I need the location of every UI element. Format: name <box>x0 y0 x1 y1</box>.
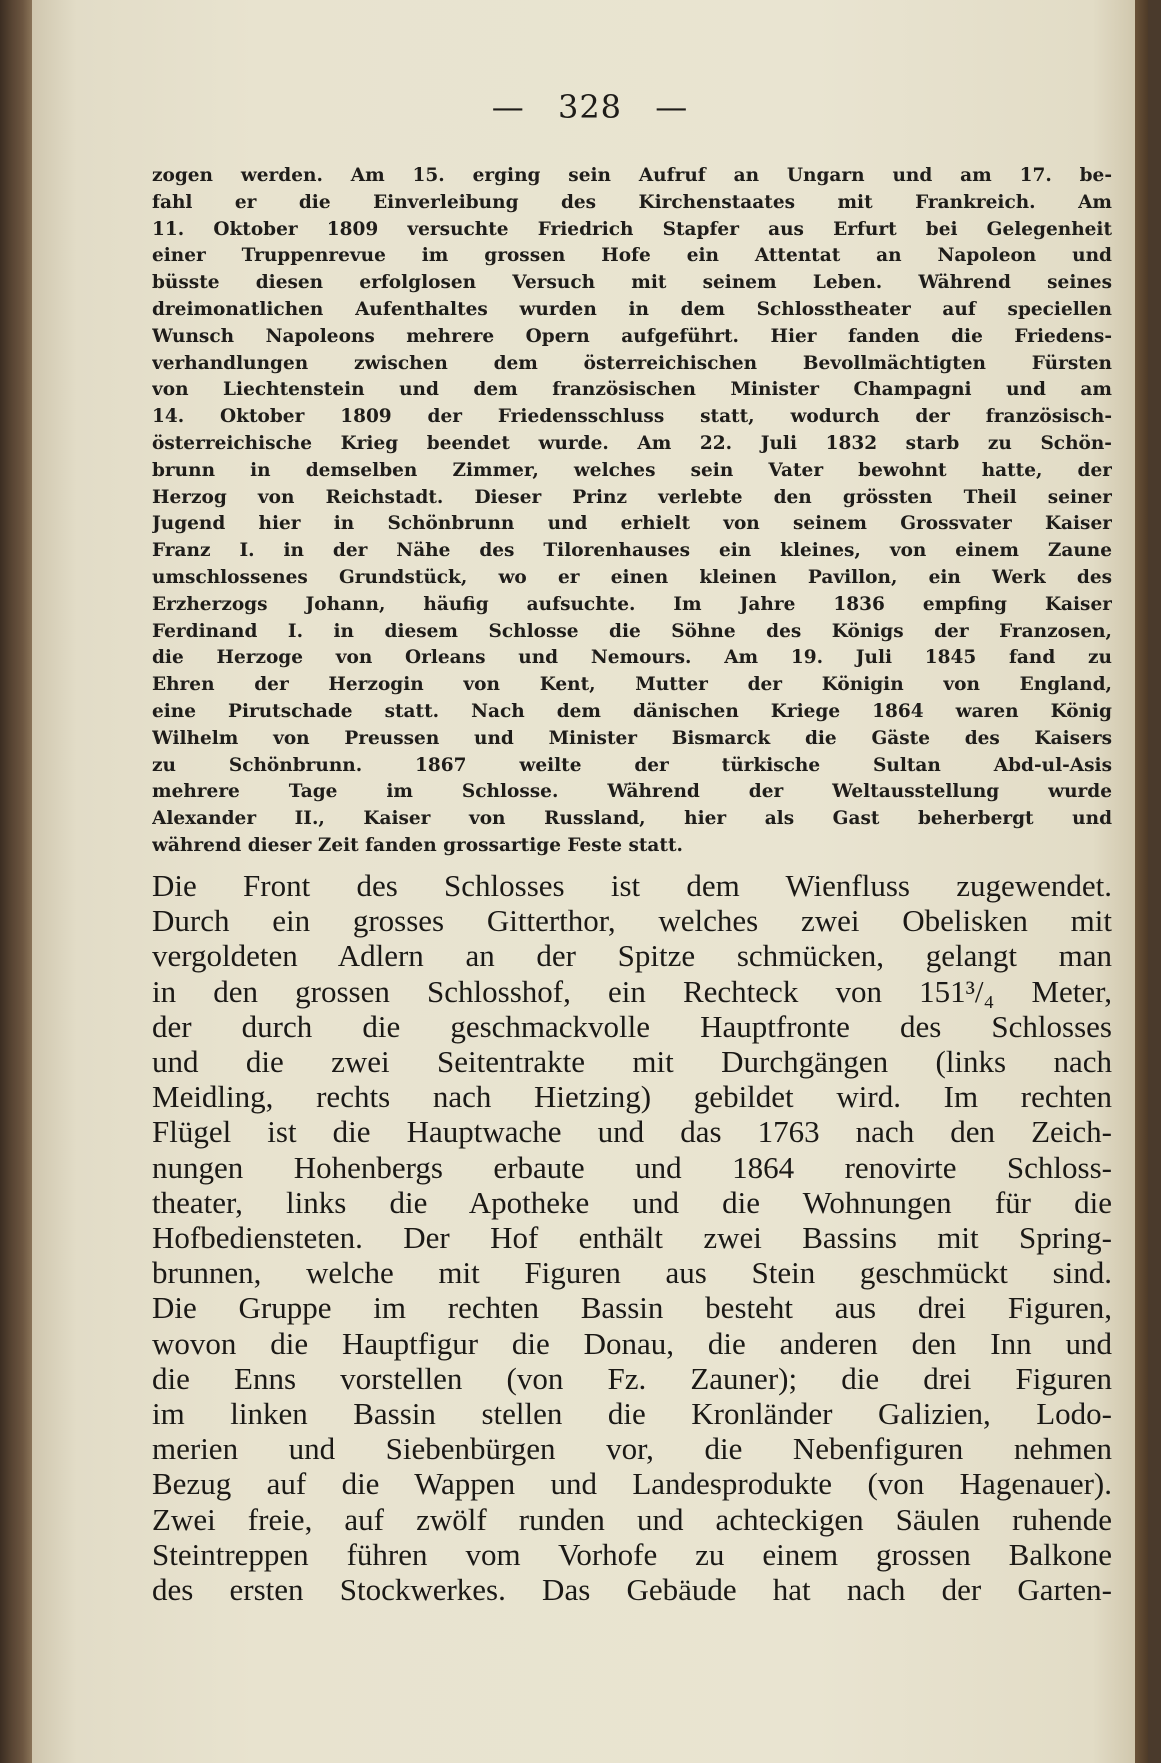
text-line: Herzog von Reichstadt. Dieser Prinz verlebte den grössten Theil seiner <box>152 486 1112 508</box>
text-line: dreimonatlichen Aufenthaltes wurden in dem Schlosstheater auf speciellen <box>152 298 1112 320</box>
text-line: vergoldeten Adlern an der Spitze schmücken, gelangt man <box>152 938 1112 974</box>
text-line: brunnen, welche mit Figuren aus Stein geschmückt sind. <box>152 1255 1112 1291</box>
text-line: fahl er die Einverleibung des Kirchenstaates mit Frankreich. Am <box>152 191 1112 213</box>
book-binding <box>0 0 32 1763</box>
text-line: Erzherzogs Johann, häufig aufsuchte. Im Jahre 1836 empfing Kaiser <box>152 593 1112 615</box>
text-line: Wilhelm von Preussen und Minister Bismarck die Gäste des Kaisers <box>152 727 1112 749</box>
text-line: verhandlungen zwischen dem österreichischen Bevollmächtigten Fürsten <box>152 352 1112 374</box>
text-line: in den grossen Schlosshof, ein Rechteck von 151³/₄ Meter, <box>152 973 1112 1009</box>
text-line: Meidling, rechts nach Hietzing) gebildet wird. Im rechten <box>152 1079 1112 1115</box>
text-line: mehrere Tage im Schlosse. Während der Weltausstellung wurde <box>152 781 1112 803</box>
text-line: Zwei freie, auf zwölf runden und achteckigen Säulen ruhende <box>152 1501 1112 1537</box>
text-line: Die Front des Schlosses ist dem Wienfluss zugewendet. <box>152 868 1112 903</box>
text-line: nungen Hohenbergs erbaute und 1864 renovirte Schloss- <box>152 1149 1112 1185</box>
text-line: 14. Oktober 1809 der Friedensschluss statt, wodurch der französisch- <box>152 406 1112 428</box>
text-line: Jugend hier in Schönbrunn und erhielt von seinem Grossvater Kaiser <box>152 513 1112 535</box>
page-edge <box>1135 0 1148 1763</box>
text-line: zogen werden. Am 15. erging sein Aufruf an Ungarn und am 17. be- <box>152 165 1112 186</box>
text-line: Franz I. in der Nähe des Tilorenhauses ein kleines, von einem Zaune <box>152 540 1112 562</box>
text-line: und die zwei Seitentrakte mit Durchgängen (links nach <box>152 1044 1112 1080</box>
text-line: Durch ein grosses Gitterthor, welches zwei Obelisken mit <box>152 903 1112 939</box>
text-line: die Enns vorstellen (von Fz. Zauner); die drei Figuren <box>152 1360 1112 1396</box>
text-line: büsste diesen erfolglosen Versuch mit seinem Leben. Während seines <box>152 272 1112 294</box>
text-line: während dieser Zeit fanden grossartige Feste statt. <box>152 834 683 856</box>
small-print-paragraph <box>152 163 1112 860</box>
text-line: österreichische Krieg beendet wurde. Am 22. Juli 1832 starb zu Schön- <box>152 432 1112 454</box>
main-paragraph <box>152 868 1112 1607</box>
header-right-dash: — <box>655 88 689 126</box>
text-line: die Herzoge von Orleans und Nemours. Am 19. Juli 1845 fand zu <box>152 647 1112 669</box>
text-line: Bezug auf die Wappen und Landesprodukte (von Hagenauer). <box>152 1466 1112 1502</box>
header-left-dash: — <box>491 88 525 126</box>
text-line: Flügel ist die Hauptwache und das 1763 nach den Zeich- <box>152 1114 1112 1150</box>
text-line: von Liechtenstein und dem französischen Minister Champagni und am <box>152 379 1112 401</box>
text-line: merien und Siebenbürgen vor, die Nebenfiguren nehmen <box>152 1431 1112 1467</box>
text-line: theater, links die Apotheke und die Wohnungen für die <box>152 1184 1112 1220</box>
text-line: Hofbediensteten. Der Hof enthält zwei Bassins mit Spring- <box>152 1220 1112 1256</box>
page-number: 328 <box>557 88 623 126</box>
page-header <box>32 88 1148 126</box>
text-line: Die Gruppe im rechten Bassin besteht aus drei Figuren, <box>152 1290 1112 1326</box>
page-sheet <box>32 0 1148 1763</box>
text-line: brunn in demselben Zimmer, welches sein Vater bewohnt hatte, der <box>152 459 1112 481</box>
text-line: Ferdinand I. in diesem Schlosse die Söhne des Königs der Franzosen, <box>152 620 1112 642</box>
text-line: Wunsch Napoleons mehrere Opern aufgeführt. Hier fanden die Friedens- <box>152 325 1112 347</box>
text-line: Ehren der Herzogin von Kent, Mutter der Königin von England, <box>152 674 1112 696</box>
text-line: Alexander II., Kaiser von Russland, hier als Gast beherbergt und <box>152 808 1112 830</box>
text-line: im linken Bassin stellen die Kronländer Galizien, Lodo- <box>152 1396 1112 1432</box>
text-line: Steintreppen führen vom Vorhofe zu einem grossen Balkone <box>152 1536 1112 1572</box>
text-line: zu Schönbrunn. 1867 weilte der türkische Sultan Abd-ul-Asis <box>152 754 1112 776</box>
text-line: der durch die geschmackvolle Hauptfronte des Schlosses <box>152 1008 1112 1044</box>
text-line: umschlossenes Grundstück, wo er einen kleinen Pavillon, ein Werk des <box>152 566 1112 588</box>
text-line: 11. Oktober 1809 versuchte Friedrich Stapfer aus Erfurt bei Gelegenheit <box>152 218 1112 240</box>
text-line: wovon die Hauptfigur die Donau, die anderen den Inn und <box>152 1325 1112 1361</box>
text-line: einer Truppenrevue im grossen Hofe ein Attentat an Napoleon und <box>152 245 1112 267</box>
text-line: des ersten Stockwerkes. Das Gebäude hat nach der Garten- <box>152 1572 1112 1608</box>
text-line: eine Pirutschade statt. Nach dem dänischen Kriege 1864 waren König <box>152 700 1112 722</box>
